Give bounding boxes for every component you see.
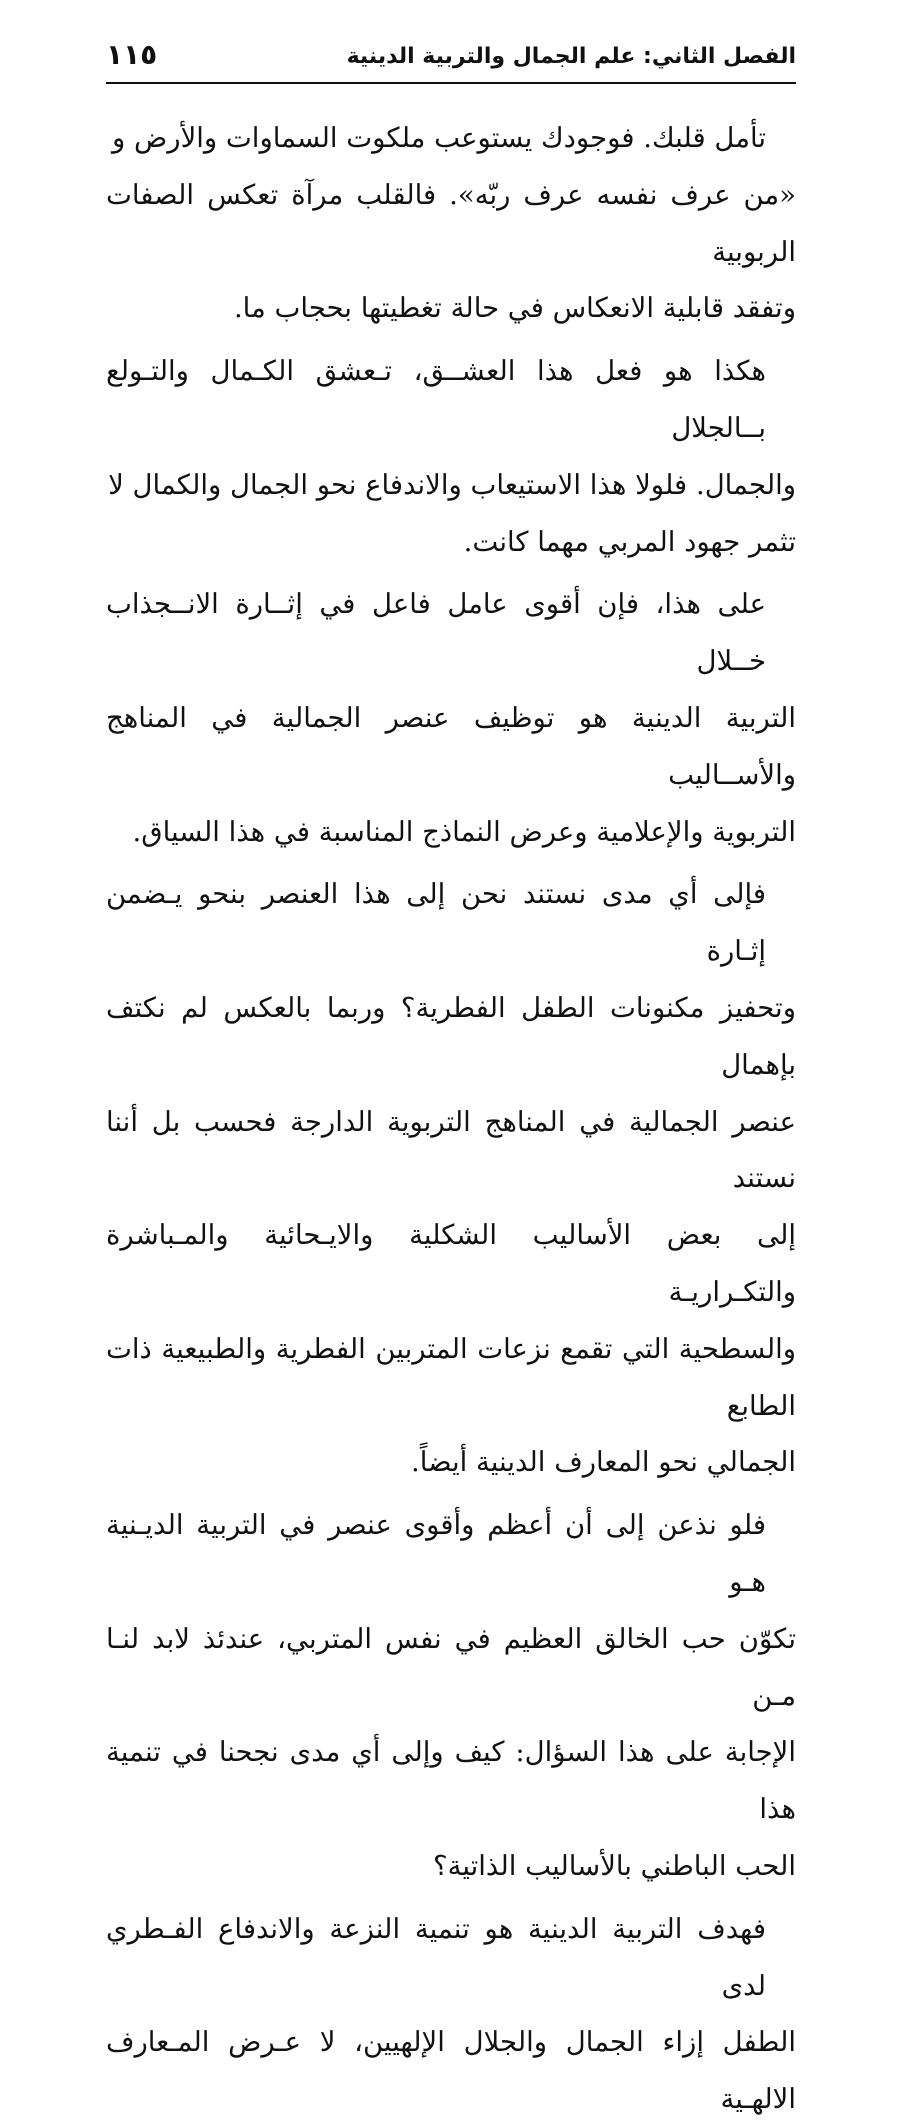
paragraph xyxy=(106,110,796,337)
text-line: والجمال. فلولا هذا الاستيعاب والاندفاع نحو الجمال والكمال لا xyxy=(108,468,796,501)
text-line: والسطحية التي تقمع نزعات المتربين الفطرية والطبيعية ذات الطابع xyxy=(106,1332,796,1422)
text-line: التربوية والإعلامية وعرض النماذج المناسبة في هذا السياق. xyxy=(132,815,796,848)
text-line: تأمل قلبك. فوجودك يستوعب ملكوت السماوات والأرض و xyxy=(112,122,766,154)
text-line: التربية الدينية هو توظيف عنصر الجمالية في المناهج والأســاليب xyxy=(106,701,796,791)
text-line: الإجابة على هذا السؤال: كيف وإلى أي مدى نجحنا في تنمية هذا xyxy=(106,1736,796,1826)
text-line: فهدف التربية الدينية هو تنمية النزعة والاندفاع الفـطري لدى xyxy=(106,1912,766,2002)
text-line: إلى بعض الأساليب الشكلية والايـحائية والمـباشرة والتكـراريـة xyxy=(106,1219,796,1308)
paragraph xyxy=(106,1497,796,1895)
page-number: ١١٥ xyxy=(106,38,158,71)
text-line: تكوّن حب الخالق العظيم في نفس المتربي، عندئذ لابد لنـا مـن xyxy=(106,1622,796,1712)
text-line: وتفقد قابلية الانعكاس في حالة تغطيتها بحجاب ما. xyxy=(233,292,796,325)
paragraph xyxy=(106,343,796,570)
paragraph xyxy=(106,866,796,1491)
running-header xyxy=(106,38,796,78)
text-line: تثمر جهود المربي مهما كانت. xyxy=(463,525,796,558)
paragraph xyxy=(106,576,796,860)
body-text xyxy=(106,110,796,2128)
chapter-title: الفصل الثاني: علم الجمال والتربية الدينية xyxy=(346,44,796,69)
text-line: عنصر الجمالية في المناهج التربوية الدارجة فحسب بل أننا نستند xyxy=(106,1105,796,1195)
text-line: على هذا، فإن أقوى عامل فاعل في إثــارة الانــجذاب خــلال xyxy=(106,588,766,678)
paragraph xyxy=(106,1901,796,2128)
text-line: الجمالي نحو المعارف الدينية أيضاً. xyxy=(411,1446,796,1479)
text-line: الحب الباطني بالأساليب الذاتية؟ xyxy=(432,1849,796,1882)
text-line: وتحفيز مكنونات الطفل الفطرية؟ وربما بالعكس لم نكتف بإهمال xyxy=(106,991,796,1081)
text-line: الطفل إزاء الجمال والجلال الإلهيين، لا عـرض المـعارف الالهـية xyxy=(106,2026,796,2116)
text-line: هكذا هو فعل هذا العشــق، تـعشق الكـمال والتـولع بــالجلال xyxy=(106,355,766,444)
text-line: فلو نذعن إلى أن أعظم وأقوى عنصر في التربية الديـنية هـو xyxy=(106,1509,766,1598)
header-rule xyxy=(106,82,796,84)
text-line: فإلى أي مدى نستند نحن إلى هذا العنصر بنحو يـضمن إثـارة xyxy=(106,878,766,968)
text-line: «من عرف نفسه عرف ربّه». فالقلب مرآة تعكس الصفات الربوبية xyxy=(106,178,796,268)
